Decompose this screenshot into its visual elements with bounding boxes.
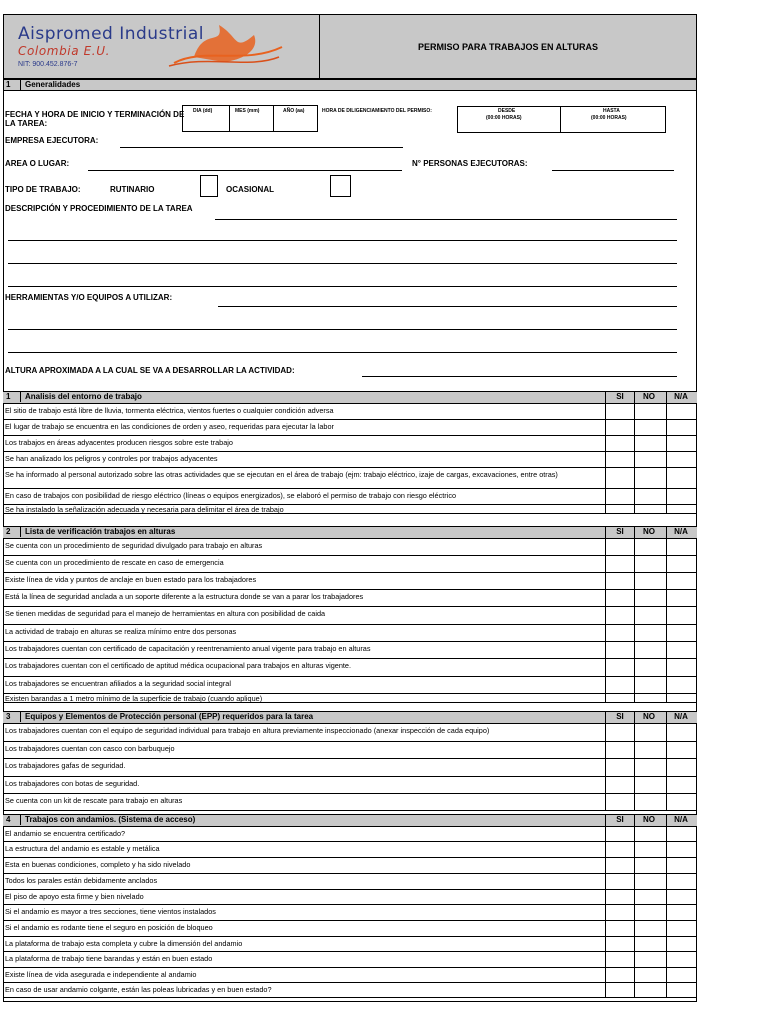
answer-cell-si[interactable] — [605, 539, 634, 555]
column-header-si: SI — [616, 527, 624, 536]
answer-cell-na[interactable] — [666, 742, 697, 758]
checklist-item-text: Está la línea de seguridad anclada a un soporte diferente a la estructura donde se van a parar los trabajadores — [5, 592, 364, 601]
section-title: Generalidades — [25, 80, 81, 89]
checklist-row — [3, 724, 697, 742]
answer-cell-si[interactable] — [605, 659, 634, 676]
answer-cell-no[interactable] — [634, 677, 666, 693]
answer-cell-si[interactable] — [605, 968, 634, 982]
checklist-item-text: Se tienen medidas de seguridad para el manejo de herramientas en altura con posibilidad de caida — [5, 609, 326, 618]
checklist-item-text: Si el andamio es mayor a tres secciones, tiene vientos instalados — [5, 907, 216, 916]
answer-cell-na[interactable] — [666, 625, 697, 641]
section-number: 3 — [6, 712, 11, 721]
answer-cell-no[interactable] — [634, 905, 666, 920]
answer-cell-si[interactable] — [605, 742, 634, 758]
checklist-item-text: Se han analizado los peligros y controles por trabajos adyacentes — [5, 454, 218, 463]
checklist-row — [3, 968, 697, 983]
checklist-row — [3, 404, 697, 420]
answer-cell-si[interactable] — [605, 794, 634, 810]
answer-cell-no[interactable] — [634, 420, 666, 435]
checklist-item-text: Existen barandas a 1 metro mínimo de la superficie de trabajo (cuando aplique) — [5, 694, 263, 703]
answer-cell-na[interactable] — [666, 659, 697, 676]
section-number: 2 — [6, 527, 11, 536]
checklist-row — [3, 952, 697, 968]
empresa-label: EMPRESA EJECUTORA: — [5, 136, 99, 145]
column-header-no: NO — [643, 527, 655, 536]
answer-cell-si[interactable] — [605, 573, 634, 589]
answer-cell-no[interactable] — [634, 573, 666, 589]
column-header-no: NO — [643, 815, 655, 824]
section-bar-2 — [3, 526, 697, 539]
answer-cell-na[interactable] — [666, 468, 697, 488]
answer-cell-no[interactable] — [634, 724, 666, 741]
herramientas-line-3[interactable] — [8, 352, 677, 353]
answer-cell-no[interactable] — [634, 489, 666, 504]
answer-cell-no[interactable] — [634, 794, 666, 810]
checklist-row — [3, 677, 697, 694]
answer-cell-na[interactable] — [666, 759, 697, 776]
answer-cell-no[interactable] — [634, 505, 666, 513]
herramientas-line-1[interactable] — [218, 306, 677, 307]
ocasional-checkbox[interactable] — [330, 175, 351, 197]
checklist-item-text: La actividad de trabajo en alturas se realiza mínimo entre dos personas — [5, 627, 237, 636]
empresa-input-line[interactable] — [120, 147, 403, 148]
answer-cell-no[interactable] — [634, 625, 666, 641]
ano-field[interactable]: AÑO (aa) — [273, 105, 318, 132]
altura-input-line[interactable] — [362, 376, 677, 377]
answer-cell-no[interactable] — [634, 968, 666, 982]
answer-cell-na[interactable] — [666, 952, 697, 967]
answer-cell-na[interactable] — [666, 539, 697, 555]
answer-cell-no[interactable] — [634, 607, 666, 624]
answer-cell-na[interactable] — [666, 489, 697, 504]
checklist-item-text: Los trabajadores cuentan con el certificado de aptitud médica ocupacional para trabajos en alturas vigente. — [5, 661, 352, 670]
checklist-row — [3, 742, 697, 759]
answer-cell-si[interactable] — [605, 590, 634, 606]
descripcion-label: DESCRIPCIÓN Y PROCEDIMIENTO DE LA TAREA — [5, 204, 193, 213]
checklist-item-text: La estructura del andamio es estable y metálica — [5, 844, 160, 853]
answer-cell-na[interactable] — [666, 590, 697, 606]
section-title: Equipos y Elementos de Protección personal (EPP) requeridos para la tarea — [25, 712, 314, 721]
answer-cell-na[interactable] — [666, 556, 697, 572]
section-title: Lista de verificación trabajos en alturas — [25, 527, 176, 536]
checklist-item-text: Se cuenta con un kit de rescate para trabajo en alturas — [5, 796, 183, 805]
answer-cell-si[interactable] — [605, 677, 634, 693]
checklist-item-text: El andamio se encuentra certificado? — [5, 829, 126, 838]
answer-cell-na[interactable] — [666, 404, 697, 419]
answer-cell-si[interactable] — [605, 420, 634, 435]
checklist-item-text: Los trabajadores con botas de seguridad. — [5, 779, 140, 788]
dia-field[interactable]: DIA (dd) — [182, 105, 230, 132]
tipo-label: TIPO DE TRABAJO: — [5, 185, 81, 194]
fecha-label: FECHA Y HORA DE INICIO Y TERMINACIÓN DE LA TAREA: — [5, 110, 185, 128]
section-number: 4 — [6, 815, 11, 824]
answer-cell-no[interactable] — [634, 468, 666, 488]
answer-cell-no[interactable] — [634, 642, 666, 658]
checklist-row — [3, 983, 697, 998]
checklist-item-text: El sitio de trabajo está libre de lluvia, tormenta eléctrica, vientos fuertes o cualquier condición adversa — [5, 406, 334, 415]
checklist-row — [3, 642, 697, 659]
checklist-row — [3, 874, 697, 890]
section-bar-4 — [3, 814, 697, 827]
checklist-item-text: Los trabajadores gafas de seguridad. — [5, 761, 126, 770]
answer-cell-si[interactable] — [605, 890, 634, 904]
checklist-item-text: En caso de trabajos con posibilidad de riesgo eléctrico (líneas o equipos energizados), se elaboró el permiso de trabajo con riesgo eléctrico — [5, 491, 457, 500]
answer-cell-si[interactable] — [605, 489, 634, 504]
ocasional-label: OCASIONAL — [226, 185, 274, 194]
answer-cell-na[interactable] — [666, 724, 697, 741]
answer-cell-na[interactable] — [666, 937, 697, 951]
answer-cell-si[interactable] — [605, 505, 634, 513]
herramientas-line-2[interactable] — [8, 329, 677, 330]
answer-cell-na[interactable] — [666, 968, 697, 982]
checklist-item-text: Los trabajadores se encuentran afiliados a la seguridad social integral — [5, 679, 231, 688]
herramientas-label: HERRAMIENTAS Y/O EQUIPOS A UTILIZAR: — [5, 293, 173, 302]
answer-cell-si[interactable] — [605, 842, 634, 857]
column-header-si: SI — [616, 712, 624, 721]
answer-cell-si[interactable] — [605, 642, 634, 658]
checklist-row — [3, 625, 697, 642]
answer-cell-na[interactable] — [666, 827, 697, 841]
answer-cell-na[interactable] — [666, 694, 697, 702]
answer-cell-no[interactable] — [634, 539, 666, 555]
answer-cell-na[interactable] — [666, 842, 697, 857]
checklist-item-text: Se ha informado al personal autorizado sobre las otras actividades que se ejecutan en el área de trabajo (ejm: trabajo eléctrico, izaje de cargas, excavaciones, entre otras) — [5, 470, 558, 479]
descripcion-line-4[interactable] — [8, 286, 677, 287]
answer-cell-na[interactable] — [666, 905, 697, 920]
answer-cell-no[interactable] — [634, 452, 666, 467]
answer-cell-no[interactable] — [634, 590, 666, 606]
answer-cell-na[interactable] — [666, 505, 697, 513]
answer-cell-na[interactable] — [666, 794, 697, 810]
company-nit: NIT: 900.452.876-7 — [18, 61, 78, 68]
column-header-na: N/A — [674, 527, 688, 536]
section-bar-3 — [3, 711, 697, 724]
hasta-field[interactable]: HASTA (00:00 HORAS) — [560, 106, 666, 133]
answer-cell-si[interactable] — [605, 625, 634, 641]
answer-cell-si[interactable] — [605, 607, 634, 624]
answer-cell-no[interactable] — [634, 694, 666, 702]
checklist-item-text: Los trabajadores cuentan con certificado de capacitación y reentrenamiento anual vigente para trabajo en alturas — [5, 644, 371, 653]
answer-cell-no[interactable] — [634, 952, 666, 967]
answer-cell-no[interactable] — [634, 404, 666, 419]
answer-cell-no[interactable] — [634, 556, 666, 572]
checklist-item-text: En caso de usar andamio colgante, están las poleas lubricadas y en buen estado? — [5, 985, 272, 994]
checklist-row — [3, 794, 697, 811]
answer-cell-si[interactable] — [605, 724, 634, 741]
checklist-row — [3, 420, 697, 436]
answer-cell-no[interactable] — [634, 983, 666, 997]
checklist-item-text: El lugar de trabajo se encuentra en las condiciones de orden y aseo, requeridas para ejecutar la labor — [5, 422, 334, 431]
answer-cell-no[interactable] — [634, 436, 666, 451]
checklist-item-text: Se cuenta con un procedimiento de seguridad divulgado para trabajo en alturas — [5, 541, 263, 550]
checklist-row — [3, 590, 697, 607]
rutinario-checkbox[interactable] — [200, 175, 218, 197]
rutinario-label: RUTINARIO — [110, 185, 155, 194]
checklist-row — [3, 452, 697, 468]
answer-cell-na[interactable] — [666, 677, 697, 693]
answer-cell-si[interactable] — [605, 983, 634, 997]
answer-cell-si[interactable] — [605, 827, 634, 841]
answer-cell-no[interactable] — [634, 659, 666, 676]
descripcion-line-3[interactable] — [8, 263, 677, 264]
answer-cell-si[interactable] — [605, 468, 634, 488]
desde-field[interactable]: DESDE (00:00 HORAS) — [457, 106, 561, 133]
descripcion-line-1[interactable] — [215, 219, 677, 220]
altura-label: ALTURA APROXIMADA A LA CUAL SE VA A DESARROLLAR LA ACTIVIDAD: — [5, 366, 295, 375]
checklist-item-text: Si el andamio es rodante tiene el seguro en posición de bloqueo — [5, 923, 213, 932]
checklist-row — [3, 827, 697, 842]
answer-cell-si[interactable] — [605, 404, 634, 419]
area-input-line[interactable] — [88, 170, 402, 171]
hora-label: HORA DE DILIGENCIAMIENTO DEL PERMISO: — [322, 108, 432, 114]
checklist-item-text: Los trabajadores cuentan con el equipo de seguridad individual para trabajo en altura previamente inspeccionado (anexar inspección de cada equipo) — [5, 726, 490, 735]
answer-cell-si[interactable] — [605, 436, 634, 451]
checklist-item-text: Se cuenta con un procedimiento de rescate en caso de emergencia — [5, 558, 224, 567]
answer-cell-no[interactable] — [634, 874, 666, 889]
checklist-item-text: Existe línea de vida y puntos de anclaje en buen estado para los trabajadores — [5, 575, 257, 584]
checklist-row — [3, 842, 697, 858]
personas-label: N° PERSONAS EJECUTORAS: — [412, 159, 528, 168]
section-title: Analisis del entorno de trabajo — [25, 392, 142, 401]
checklist-row — [3, 539, 697, 556]
checklist-item-text: Existe línea de vida asegurada e independiente al andamio — [5, 970, 197, 979]
checklist-row — [3, 556, 697, 573]
section-title: Trabajos con andamios. (Sistema de acceso) — [25, 815, 196, 824]
column-header-na: N/A — [674, 712, 688, 721]
checklist-item-text: La plataforma de trabajo tiene barandas y están en buen estado — [5, 954, 213, 963]
answer-cell-si[interactable] — [605, 921, 634, 936]
answer-cell-si[interactable] — [605, 952, 634, 967]
answer-cell-si[interactable] — [605, 759, 634, 776]
personas-input-line[interactable] — [552, 170, 674, 171]
checklist-row — [3, 436, 697, 452]
answer-cell-si[interactable] — [605, 694, 634, 702]
section-number: 1 — [6, 80, 11, 89]
checklist-item-text: Todos los parales están debidamente anclados — [5, 876, 158, 885]
checklist-item-text: Esta en buenas condiciones, completo y ha sido nivelado — [5, 860, 191, 869]
checklist-row — [3, 905, 697, 921]
answer-cell-na[interactable] — [666, 874, 697, 889]
company-subtitle: Colombia E.U. — [18, 44, 110, 58]
checklist-item-text: Los trabajos en áreas adyacentes producen riesgos sobre este trabajo — [5, 438, 233, 447]
column-header-na: N/A — [674, 392, 688, 401]
section-bar-1 — [3, 391, 697, 404]
answer-cell-na[interactable] — [666, 890, 697, 904]
answer-cell-si[interactable] — [605, 452, 634, 467]
document-title: PERMISO PARA TRABAJOS EN ALTURAS — [319, 14, 697, 79]
answer-cell-na[interactable] — [666, 777, 697, 793]
answer-cell-si[interactable] — [605, 905, 634, 920]
answer-cell-na[interactable] — [666, 921, 697, 936]
answer-cell-no[interactable] — [634, 777, 666, 793]
column-header-na: N/A — [674, 815, 688, 824]
checklist-row — [3, 759, 697, 777]
answer-cell-na[interactable] — [666, 420, 697, 435]
checklist-item-text: La plataforma de trabajo esta completa y cubre la dimensión del andamio — [5, 939, 243, 948]
answer-cell-no[interactable] — [634, 842, 666, 857]
checklist-row — [3, 468, 697, 489]
checklist-row — [3, 937, 697, 952]
company-name: Aispromed Industrial — [18, 24, 204, 44]
answer-cell-no[interactable] — [634, 759, 666, 776]
answer-cell-no[interactable] — [634, 858, 666, 873]
checklist-row — [3, 858, 697, 874]
section-number: 1 — [6, 392, 11, 401]
checklist-row — [3, 489, 697, 505]
answer-cell-no[interactable] — [634, 742, 666, 758]
column-header-si: SI — [616, 815, 624, 824]
answer-cell-no[interactable] — [634, 921, 666, 936]
column-header-si: SI — [616, 392, 624, 401]
checklist-item-text: El piso de apoyo esta firme y bien nivelado — [5, 892, 144, 901]
checklist-row — [3, 505, 697, 514]
descripcion-line-2[interactable] — [8, 240, 677, 241]
answer-cell-na[interactable] — [666, 983, 697, 997]
answer-cell-no[interactable] — [634, 937, 666, 951]
checklist-row — [3, 694, 697, 703]
checklist-row — [3, 890, 697, 905]
checklist-item-text: Se ha instalado la señalización adecuada y necesaria para delimitar el área de trabajo — [5, 505, 284, 514]
checklist-row — [3, 607, 697, 625]
mes-field[interactable]: MES (mm) — [229, 105, 274, 132]
checklist-row — [3, 777, 697, 794]
answer-cell-si[interactable] — [605, 777, 634, 793]
answer-cell-no[interactable] — [634, 890, 666, 904]
answer-cell-na[interactable] — [666, 607, 697, 624]
answer-cell-na[interactable] — [666, 573, 697, 589]
column-header-no: NO — [643, 392, 655, 401]
answer-cell-no[interactable] — [634, 827, 666, 841]
checklist-row — [3, 573, 697, 590]
answer-cell-na[interactable] — [666, 452, 697, 467]
checklist-row — [3, 921, 697, 937]
answer-cell-si[interactable] — [605, 874, 634, 889]
answer-cell-na[interactable] — [666, 436, 697, 451]
answer-cell-na[interactable] — [666, 642, 697, 658]
area-label: AREA O LUGAR: — [5, 159, 70, 168]
answer-cell-si[interactable] — [605, 858, 634, 873]
column-header-no: NO — [643, 712, 655, 721]
answer-cell-si[interactable] — [605, 556, 634, 572]
answer-cell-si[interactable] — [605, 937, 634, 951]
answer-cell-na[interactable] — [666, 858, 697, 873]
checklist-row — [3, 659, 697, 677]
checklist-item-text: Los trabajadores cuentan con casco con barbuquejo — [5, 744, 175, 753]
